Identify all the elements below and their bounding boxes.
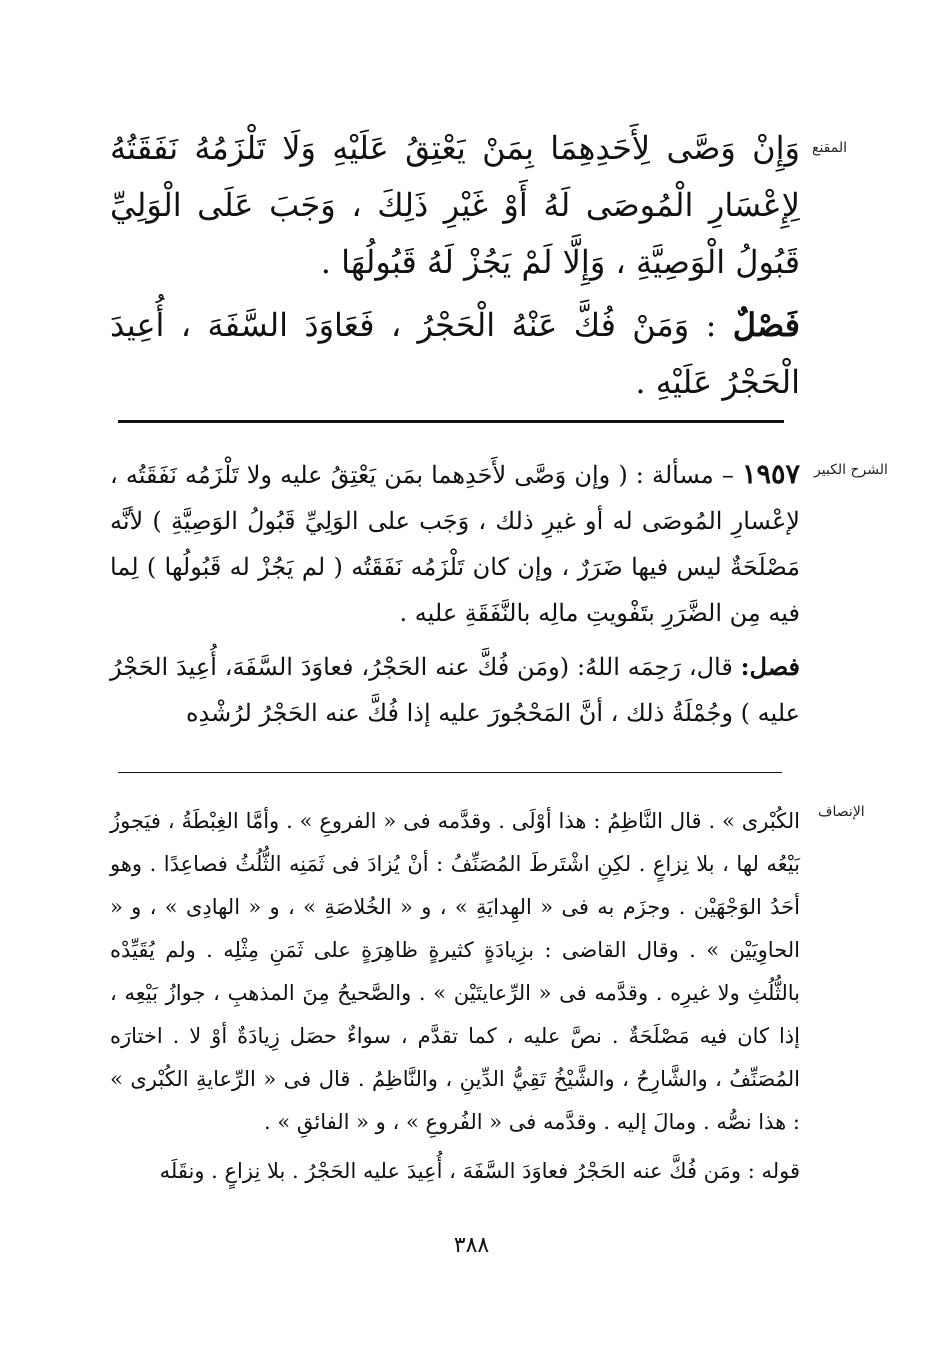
muqni-fasl-heading: فَصْلٌ: [732, 306, 800, 344]
insaf-side-label: الإنصاف: [818, 804, 865, 820]
insaf-paragraph: الكُبْرى » . قال النَّاظِمُ : هذا أوْلَى . وقدَّمه فى « الفروعِ » . وأمَّا الغِبْطَةُ ، فيَجوزُ بَيْعُه لها ، بلا نِزاعٍ . لكِنِ اشْتَرطَ المُصَنِّفُ : أنْ يُزادَ فى ثَمَنِه الثُّلُثُ فصاعِدًا . وهو أحَدُ الوَجْهَيْن . وجزَم به فى « الهِدايَةِ » ، و « الخُلاصَةِ » ، و « الهادِى » ، و « الحاوِيَيْن » . وقال القاضى : بزِيادَةٍ كثيرةٍ ظاهِرَةٍ على ثَمَنِ مِثْلِه . ولم يُقَيِّدْه بالثُّلُثِ ولا غيرِه . وقدَّمه فى « الرِّعايتَيْن » . والصَّحيحُ مِنَ المذهبِ ، جوازُ بَيْعِه ، إذا كان فيه مَصْلَحَةٌ . نصَّ عليه ، كما تقدَّم ، سواءٌ حصَل زِيادَةٌ أوْ لا . اختارَه المُصَنِّفُ ، والشَّارِحُ ، والشَّيْخُ تَقِيُّ الدِّينِ ، والنَّاظِمُ . قال فى « الرِّعايةِ الكُبْرى » : هذا نصُّه . ومالَ إليه . وقدَّمه فى « الفُروعِ » ، و « الفائقِ » .: [110, 809, 800, 1134]
insaf-qawluh-paragraph: قوله : ومَن فُكَّ عنه الحَجْرُ فعاوَدَ السَّفَهَ ، أُعِيدَ عليه الحَجْرُ . بلا نِزاعٍ . ونقَلَه: [159, 1159, 800, 1183]
insaf-text-block: [110, 800, 800, 1193]
sharh-fasl-paragraph: [110, 644, 800, 736]
sharh-text-block: [110, 452, 800, 736]
muqni-paragraph: وَإِنْ وَصَّى لِأَحَدِهِمَا بِمَنْ يَعْتِقُ عَلَيْهِ وَلَا تَلْزَمُهُ نَفَقَتُهُ لِإِعْسَارِ الْمُوصَى لَهُ أَوْ غَيْرِ ذَلِكَ ، وَجَبَ عَلَى الْوَلِيِّ قَبُولُ الْوَصِيَّةِ ، وَإِلَّا لَمْ يَجُزْ لَهُ قَبُولُهَا .: [110, 129, 800, 281]
muqni-fasl-paragraph: [110, 297, 800, 411]
sharh-masala-paragraph: [110, 452, 800, 636]
sharh-side-label: الشرح الكبير: [814, 462, 888, 478]
page-number: ٣٨٨: [453, 1233, 490, 1258]
muqni-text-block: [110, 120, 800, 411]
section-divider-thin: [118, 772, 782, 773]
masala-number: ١٩٥٧: [741, 459, 800, 490]
muqni-side-label: المقنع: [812, 140, 848, 156]
sharh-masala-text: – مسألة : ( وإن وَصَّى لأَحَدِهما بمَن يَعْتِقُ عليه ولا تَلْزَمُه نَفَقَتُه ، لإعْسارِ المُوصَى له أو غيرِ ذلك ، وَجَب على الوَلِيِّ قَبُولُ الوَصِيَّةِ ) لأنَّه مَصْلَحَةٌ ليس فيها ضَرَرٌ ، وإن كان تَلْزَمُه نَفَقَتُه ( لم يَجُزْ له قَبُولُها ) لِما فيه مِن الضَّرَرِ بتَفْويتِ مالِه بالنَّفَقَةِ عليه .: [110, 461, 800, 627]
muqni-fasl-text: : وَمَنْ فُكَّ عَنْهُ الْحَجْرُ ، فَعَاوَدَ السَّفَهَ ، أُعِيدَ الْحَجْرُ عَلَيْهِ .: [110, 306, 800, 401]
section-divider-thick: [118, 420, 784, 423]
sharh-fasl-text: قال، رَحِمَه اللهُ: (ومَن فُكَّ عنه الحَجْرُ، فعاوَدَ السَّفَهَ، أُعِيدَ الحَجْرُ عليه ) وجُمْلَةُ ذلك ، أنَّ المَحْجُورَ عليه إذا فُكَّ عنه الحَجْرُ لرُشْدِه: [110, 653, 800, 727]
sharh-fasl-heading: فصل:: [740, 652, 800, 681]
